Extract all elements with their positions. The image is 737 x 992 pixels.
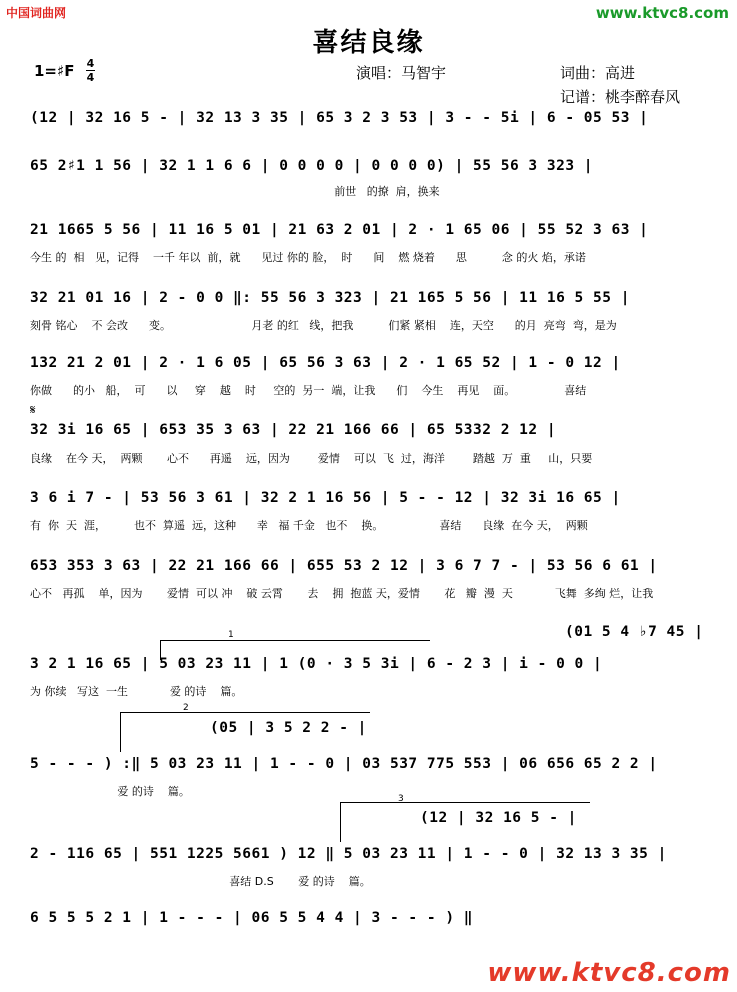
volta-1-number: 1 [228, 630, 234, 640]
lyric-line-4: 刻骨 铭心 不 会改 变。 月老 的红 线，把我 们紧 紧相 连，天空 的月 亮弯 弯，是为 [30, 319, 617, 332]
volta-2-bracket-left [120, 712, 121, 752]
score-line-14: 2 - 116 65 | 551 1225 5661 ) 12 ‖ 5 03 23 11 | 1 - - 0 | 32 13 3 35 | [30, 846, 667, 862]
score-line-10: 3 2 1 16 65 | 5 03 23 11 | 1 (0 · 3 5 3i | 6 - 2 3 | i - 0 0 | [30, 656, 603, 672]
score-line-3: 21 1665 5 56 | 11 16 5 01 | 21 63 2 01 | 2 · 1 65 06 | 55 52 3 63 | [30, 222, 649, 238]
score-line-13-right: (12 | 32 16 5 - | [420, 810, 577, 826]
lyric-line-8: 心不 再孤 单，因为 爱情 可以 冲 破 云霄 去 拥 抱蓝 天，爱情 花 瓣 漫 天 飞舞 多绚 烂，让我 [30, 587, 654, 600]
time-signature-top: 4 [86, 57, 95, 70]
score-line-7: 3 6 i 7 - | 53 56 3 61 | 32 2 1 16 56 | 5 - - 12 | 32 3i 16 65 | [30, 490, 621, 506]
volta-2-number: 2 [183, 703, 189, 713]
lyric-line-7: 有 你 天 涯， 也不 算遥 远，这种 幸 福 千金 也不 换。 喜结 良缘 在今 天， 两颗 [30, 519, 588, 532]
score-line-6: 32 3i 16 65 | 653 35 3 63 | 22 21 166 66 | 65 5332 2 12 | [30, 422, 557, 438]
singer-credit: 演唱：马智宇 [356, 64, 447, 82]
score-line-5: 132 21 2 01 | 2 · 1 6 05 | 65 56 3 63 | 2 · 1 65 52 | 1 - 0 12 | [30, 355, 621, 371]
volta-3-number: 3 [398, 794, 404, 804]
site-watermark-bottom: www.ktvc8.com [487, 958, 731, 988]
lyric-line-5: 你做 的小 船， 可 以 穿 越 时 空的 另一 端，让我 们 今生 再见 面。 喜结 [30, 384, 587, 397]
lyric-line-6: 良缘 在今 天， 两颗 心不 再遥 远，因为 爱情 可以 飞 过，海洋 踏越 万 重 山，只要 [30, 452, 593, 465]
site-watermark-top-left: 中国词曲网 [6, 6, 67, 20]
volta-2-bracket [120, 712, 370, 713]
score-line-11-right: (05 | 3 5 2 2 - | [210, 720, 367, 736]
volta-3-bracket-left [340, 802, 341, 842]
score-line-15: 6 5 5 5 2 1 | 1 - - - | 06 5 5 4 4 | 3 - - - ) ‖ [30, 910, 474, 926]
lyric-line-3: 今生 的 相 见，记得 一千 年以 前，就 见过 你的 脸， 时 间 燃 烧着 思 念 的火 焰，承诺 [30, 251, 586, 264]
time-signature-bottom: 4 [86, 71, 95, 84]
volta-3-bracket [340, 802, 590, 803]
key-signature: 1=♯F [34, 62, 75, 80]
song-title: 喜结良缘 [312, 28, 425, 58]
score-line-12: 5 - - - ) :‖ 5 03 23 11 | 1 - - 0 | 03 537 775 553 | 06 656 65 2 2 | [30, 756, 658, 772]
lyricist-credit: 词曲：高进 [560, 64, 636, 82]
score-line-1: (12 | 32 16 5 - | 32 13 3 35 | 65 3 2 3 53 | 3 - - 5i | 6 - 05 53 | [30, 110, 649, 126]
volta-1-bracket [160, 640, 430, 641]
score-line-2: 65 2♯1 1 56 | 32 1 1 6 6 | 0 0 0 0 | 0 0 0 0) | 55 56 3 323 | [30, 158, 594, 174]
lyric-line-12: 爱 的诗 篇。 [30, 785, 190, 798]
segno-mark: 𝄋 [30, 403, 36, 418]
lyric-line-10: 为 你续 写这 一生 爱 的诗 篇。 [30, 685, 243, 698]
score-line-9-right: (01 5 4 ♭7 45 | [565, 624, 704, 640]
lyric-line-14: 喜结 D.S 爱 的诗 篇。 [30, 875, 371, 888]
score-line-4: 32 21 01 16 | 2 - 0 0 ‖: 55 56 3 323 | 21 165 5 56 | 11 16 5 55 | [30, 290, 630, 306]
lyric-line-2: 前世 的撩 肩，换来 [30, 185, 440, 198]
time-signature [86, 58, 95, 83]
notator-credit: 记谱：桃李醉春风 [560, 88, 681, 106]
score-line-8: 653 353 3 63 | 22 21 166 66 | 655 53 2 12 | 3 6 7 7 - | 53 56 6 61 | [30, 558, 658, 574]
site-watermark-top-right: www.ktvc8.com [595, 4, 729, 22]
